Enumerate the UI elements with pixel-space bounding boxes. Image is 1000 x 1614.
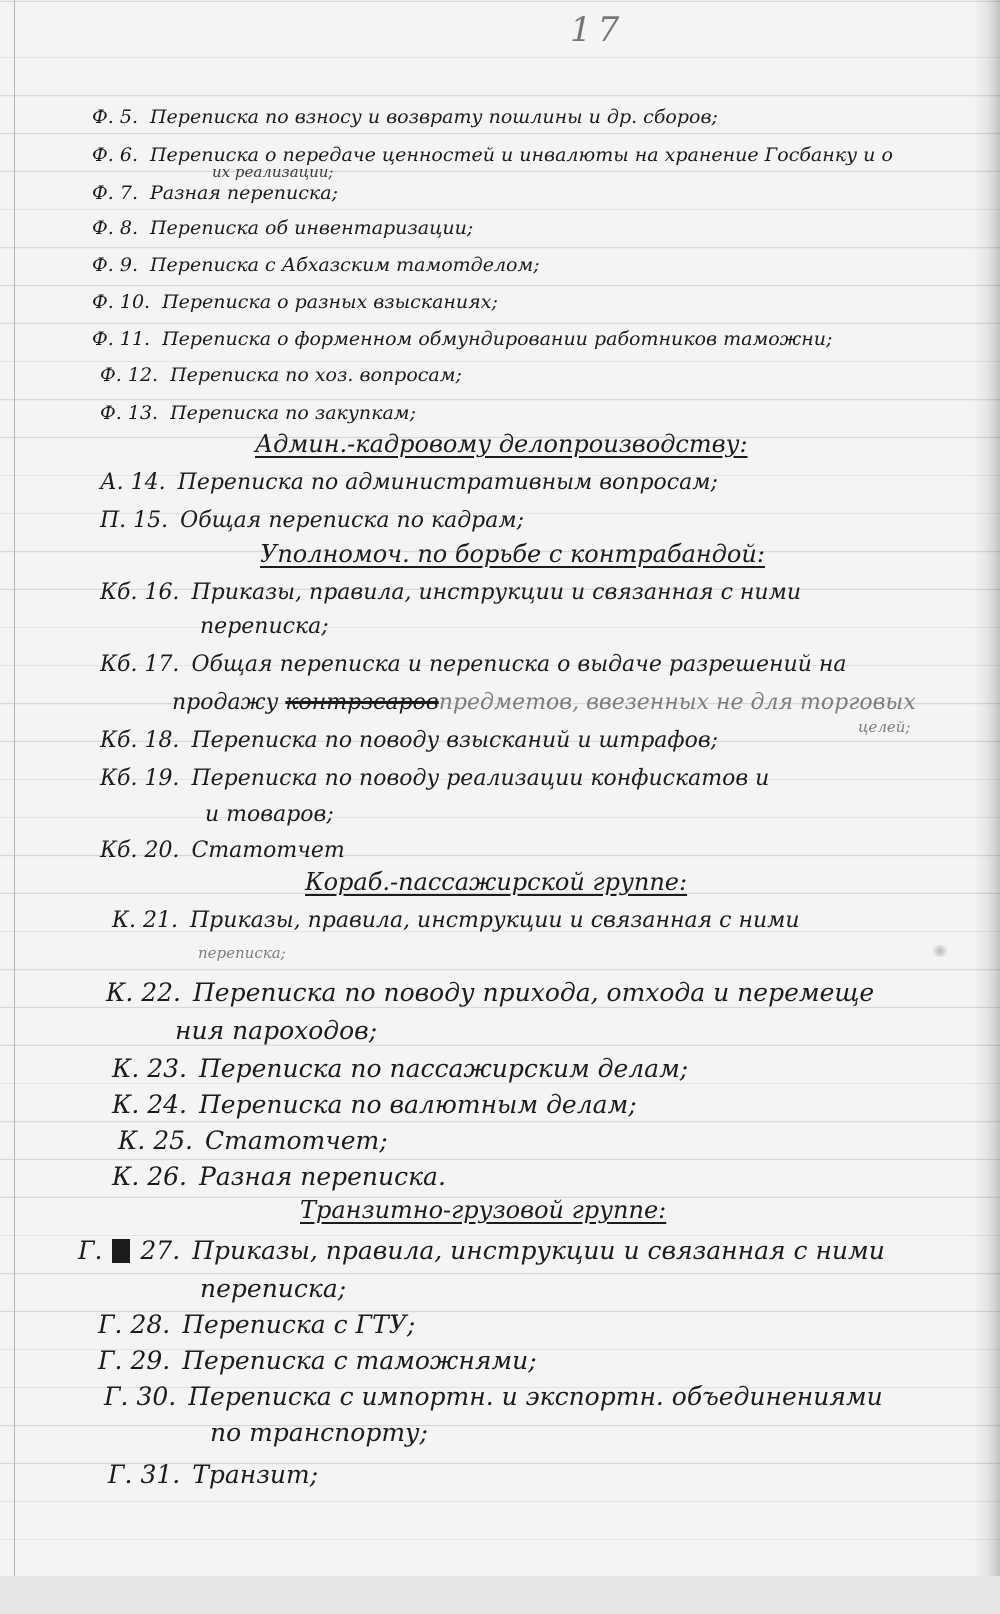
item-text: Переписка с ГТУ; [182,1310,416,1339]
list-item [100,766,769,792]
item-text: Переписка о форменном обмундировании работников таможни; [162,328,833,350]
item-note: целей; [858,718,911,736]
list-item-continuation [172,690,916,716]
item-code: Кб. 18. [100,728,180,753]
item-code: Г. [78,1236,103,1265]
item-text: Статотчет; [205,1126,388,1155]
list-item [104,1384,883,1410]
item-code: Ф. 5. [92,106,138,128]
section-heading: Админ.-кадровому делопроизводству: [255,430,748,458]
list-item [112,1092,637,1118]
list-item [100,362,462,388]
list-item [78,1238,885,1264]
list-item [100,652,846,678]
list-item-continuation: переписка; [198,944,286,962]
bottom-edge [0,1576,1000,1614]
margin-rule [14,0,15,1614]
list-item-continuation: ния пароходов; [175,1016,378,1045]
item-text: Приказы, правила, инструкции и связанная с ними [191,580,802,605]
list-item [112,1164,446,1190]
item-code: Ф. 10. [92,291,151,313]
item-text: Переписка по поводу взысканий и штрафов; [191,728,719,753]
item-text: Приказы, правила, инструкции и связанная с ними [192,1236,885,1265]
item-code: Ф. 11. [92,328,151,350]
item-code: П. 15. [100,508,169,533]
list-item [100,580,801,606]
section-heading: Уполномоч. по борьбе с контрабандой: [260,540,765,568]
binding-edge [974,0,1000,1614]
item-code: А. 14. [100,470,166,495]
list-item [92,326,832,352]
item-text: Статотчет [191,838,345,863]
item-code: К. 21. [112,908,178,933]
item-text: Переписка по валютным делам; [199,1090,637,1119]
item-code: К. 26. [112,1162,187,1191]
item-text: Разная переписка. [199,1162,446,1191]
list-item [100,838,345,864]
list-item [118,1128,388,1154]
item-text: Общая переписка по кадрам; [180,508,524,533]
item-code: К. 23. [112,1054,187,1083]
list-item [92,215,473,241]
item-text: продажу [172,690,279,715]
blot-mark [112,1239,130,1263]
list-item [92,180,338,206]
section-heading: Кораб.-пассажирской группе: [305,868,688,896]
page-number: 17 [570,10,626,50]
item-text: Переписка по поводу прихода, отхода и перемеще [193,978,875,1007]
item-text: Транзит; [192,1460,319,1489]
item-text: Переписка с Абхазским тамотделом; [149,254,540,276]
item-code: Ф. 12. [100,364,159,386]
list-item [112,1056,688,1082]
item-code: Ф. 7. [92,182,138,204]
item-text: Переписка с импортн. и экспортн. объединениями [188,1382,883,1411]
list-item [108,1462,318,1488]
item-text: Переписка по пассажирским делам; [199,1054,689,1083]
list-item [92,252,540,278]
list-item-continuation: и товаров; [205,802,334,827]
item-text: Переписка по поводу реализации конфискатов и [191,766,770,791]
item-text: Переписка с таможнями; [182,1346,537,1375]
section-heading: Транзитно-грузовой группе: [300,1196,667,1224]
item-code: Г. 29. [98,1346,171,1375]
item-text: Переписка о разных взысканиях; [162,291,498,313]
inserted-text: предметов, ввезенных не для торговых [438,690,916,715]
item-note: их реализации; [212,163,334,181]
item-code: Кб. 19. [100,766,180,791]
item-text: Переписка о передаче ценностей и инвалюты на хранение Госбанку и о [149,144,893,166]
list-item [100,400,416,426]
item-code: Г. 30. [104,1382,177,1411]
item-text: Переписка по хоз. вопросам; [170,364,462,386]
item-code: Ф. 13. [100,402,159,424]
list-item [98,1312,415,1338]
item-text: Переписка по взносу и возврату пошлины и др. сборов; [149,106,718,128]
list-item-continuation: переписка; [200,614,329,639]
item-code: К. 25. [118,1126,193,1155]
list-item [92,104,718,130]
item-text: Приказы, правила, инструкции и связанная с ними [190,908,800,933]
item-text: Разная переписка; [149,182,338,204]
list-item [92,289,498,315]
list-item [100,508,524,534]
list-item [100,470,718,496]
item-code: Ф. 8. [92,217,138,239]
list-item [98,1348,537,1374]
struck-word: контрзсаров [285,690,439,715]
item-code: Кб. 17. [100,652,180,677]
item-code: Ф. 9. [92,254,138,276]
list-item [106,980,874,1006]
list-item-continuation: переписка; [200,1274,347,1303]
item-text: Переписка по административным вопросам; [177,470,718,495]
item-code: Кб. 16. [100,580,180,605]
list-item [100,728,718,754]
item-text: Переписка об инвентаризации; [149,217,474,239]
list-item-continuation: по транспорту; [210,1418,428,1447]
item-code: Ф. 6. [92,144,138,166]
list-item [112,908,800,934]
item-code: К. 24. [112,1090,187,1119]
item-code: Кб. 20. [100,838,180,863]
ink-smudge [930,945,950,957]
item-code: Г. 31. [108,1460,181,1489]
item-text: Переписка по закупкам; [170,402,416,424]
item-code: 27. [140,1236,181,1265]
item-text: Общая переписка и переписка о выдаче разрешений на [191,652,847,677]
item-code: Г. 28. [98,1310,171,1339]
item-code: К. 22. [106,978,181,1007]
